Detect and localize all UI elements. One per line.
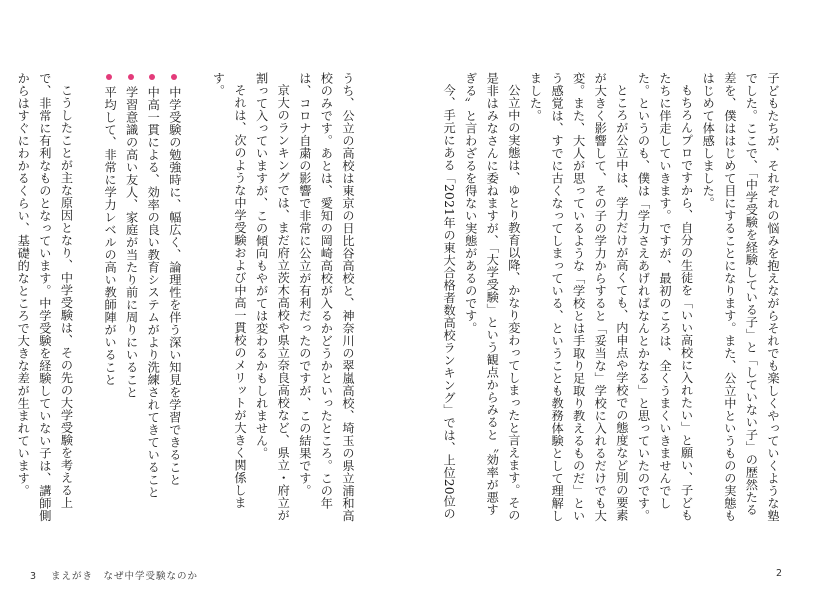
list-item [142,72,164,522]
list-item [163,72,185,522]
running-title: まえがき なぜ中学受験なのか [51,571,199,582]
right-page-footer [776,568,783,579]
body-paragraph: 京大のランキングでは、まだ府立茨木高校や県立奈良高校など、県立・府立が割って入っていますが、この傾向もやがては変わるかもしれません。 [254,72,291,522]
merit-list [98,72,184,522]
body-paragraph: こうしたことが主な原因となり、中学受験は、その先の大学受験を考える上で、非常に有利なものとなっています。中学受験を経験していない子は、講師側からはすぐにわかるくらい、基礎的なところで大きな差が生まれています。 [16,72,74,522]
body-paragraph: 公立中の実態は、ゆとり教育以降、かなり変わってしまったと言えます。その是非はみなさんに委ねますが、「大学受験」という観点からみると〝効率が悪すぎる〟と言わざるを得ない実態があるのです。 [463,72,521,522]
left-page-footer [30,568,198,582]
list-item [98,72,120,522]
list-item-text: 学習意識の高い友人、家庭が当たり前に周りにいること [124,86,139,399]
list-item-text: 平均して、非常に学力レベルの高い教師陣がいること [103,86,118,386]
bullet-dot-icon [106,74,112,80]
list-item [120,72,142,522]
body-paragraph: もちろんプロですから、自分の生徒を「いい高校に入れたい」と願い、子どもたちに伴走していきます。ですが、最初のころは、全くうまくいきませんでした。というのも、僕は「学力さえあげればなんとかなる」と思っていたのです。 [636,72,694,522]
left-page-body [16,72,358,522]
list-item-text: 中高一貫による、効率の良い教育システムがより洗練されてきていること [146,86,161,499]
page-number: 3 [30,571,38,582]
body-paragraph: 今、手元にある「2021年の東大合格者数高校ランキング」では、上位20位の [442,84,457,521]
bullet-dot-icon [149,74,155,80]
body-paragraph: ところが公立中は、学力だけが高くても、内申点や学校での態度など別の要素が大きく影響して、その子の学力からすると「妥当な」学校に入れるだけでも大変。また、大人が思っているような「学校とは手取り足取り教えるものだ」という感覚は、すでに古くなってしまっている、ということも教務体験として理解しました。 [528,72,629,522]
bullet-dot-icon [128,74,134,80]
body-paragraph: うち、公立の高校は東京の日比谷高校と、神奈川の翠嵐高校、埼玉の県立浦和高校のみです。あとは、愛知の岡崎高校が入るかどうかといったところ。この年は、コロナ自粛の影響で非常に公立が有利だったのですが、この結果です。 [297,72,355,522]
body-paragraph: それは、次のような中学受験および中高一貫校のメリットが大きく関係します。 [211,72,248,510]
right-page-body [438,72,783,522]
bullet-dot-icon [171,74,177,80]
left-page [0,0,408,600]
page-number: 2 [775,568,783,579]
body-paragraph: 子どもたちが、それぞれの悩みを抱えながらそれでも楽しくやっていくような塾でした。ここで、「中学受験を経験している子」と「していない子」の歴然たる差を、僕ははじめて目にすることになります。また、公立中というものの実態もはじめて体感しました。 [701,72,780,522]
list-item-text: 中学受験の勉強時に、幅広く、論理性を伴う深い知見を学習できること [167,86,182,486]
right-page [408,0,817,600]
